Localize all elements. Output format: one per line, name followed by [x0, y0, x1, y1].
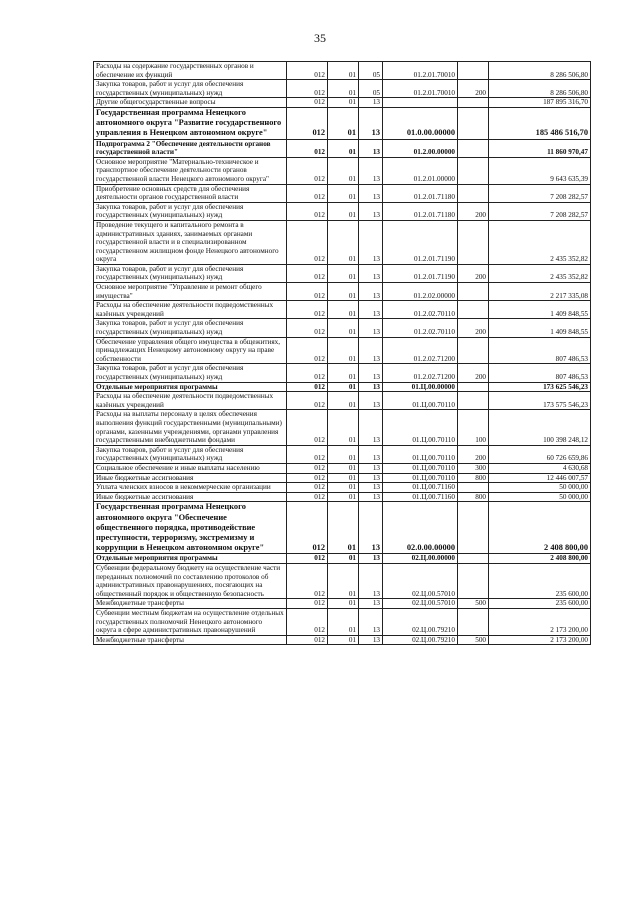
table-row [94, 98, 591, 108]
section-code: 01 [328, 410, 359, 445]
expense-type-code [458, 283, 489, 301]
expense-type-code [458, 608, 489, 635]
subsection-code: 13 [359, 337, 383, 364]
section-code: 01 [328, 563, 359, 598]
subsection-code: 13 [359, 184, 383, 202]
row-name: Закупка товаров, работ и услуг для обеспечения государственных (муниципальных) нужд [94, 264, 287, 282]
amount: 1 409 848,55 [489, 301, 591, 319]
subsection-code: 13 [359, 139, 383, 157]
expense-type-code: 800 [458, 492, 489, 502]
table-row [94, 264, 591, 282]
ministry-code: 012 [287, 220, 328, 264]
table-row [94, 283, 591, 301]
row-name: Закупка товаров, работ и услуг для обеспечения государственных (муниципальных) нужд [94, 80, 287, 98]
table-row [94, 492, 591, 502]
amount: 2 408 800,00 [489, 554, 591, 564]
subsection-code: 05 [359, 62, 383, 80]
row-name: Подпрограмма 2 "Обеспечение деятельности органов государственной власти" [94, 139, 287, 157]
section-code: 01 [328, 202, 359, 220]
ministry-code: 012 [287, 635, 328, 645]
table-row [94, 301, 591, 319]
ministry-code: 012 [287, 301, 328, 319]
expense-type-code: 200 [458, 80, 489, 98]
table-row [94, 364, 591, 382]
subsection-code: 13 [359, 502, 383, 554]
ministry-code: 012 [287, 157, 328, 184]
amount: 8 286 506,80 [489, 80, 591, 98]
expense-type-code: 200 [458, 264, 489, 282]
amount: 2 408 800,00 [489, 502, 591, 554]
subsection-code: 13 [359, 483, 383, 493]
target-article-code: 01.2.01.70010 [383, 80, 458, 98]
table-row [94, 563, 591, 598]
target-article-code: 01.2.02.70110 [383, 319, 458, 337]
ministry-code: 012 [287, 364, 328, 382]
ministry-code: 012 [287, 608, 328, 635]
section-code: 01 [328, 635, 359, 645]
expense-type-code [458, 220, 489, 264]
row-name: Субвенции федеральному бюджету на осуществление части переданных полномочий по составлению протоколов об административных правонарушениях, посягающих на общественный порядок и общественную безопасность [94, 563, 287, 598]
expense-type-code [458, 301, 489, 319]
expense-type-code: 200 [458, 364, 489, 382]
section-code: 01 [328, 157, 359, 184]
row-name: Субвенции местным бюджетам на осуществление отдельных государственных полномочий Ненецкого автономного округа в сфере административных правонарушений [94, 608, 287, 635]
target-article-code: 01.Ц.00.70110 [383, 473, 458, 483]
amount: 7 208 282,57 [489, 202, 591, 220]
row-name: Основное мероприятие "Управление и ремонт общего имущества" [94, 283, 287, 301]
subsection-code: 13 [359, 107, 383, 139]
row-name: Расходы на выплаты персоналу в целях обеспечения выполнения функций государственными (муниципальными) органами, казенными учреждениями, органами управления государственными внебюджетными фондами [94, 410, 287, 445]
target-article-code: 01.Ц.00.00000 [383, 382, 458, 392]
expense-type-code: 200 [458, 319, 489, 337]
subsection-code: 13 [359, 635, 383, 645]
row-name: Закупка товаров, работ и услуг для обеспечения государственных (муниципальных) нужд [94, 202, 287, 220]
ministry-code: 012 [287, 62, 328, 80]
ministry-code: 012 [287, 202, 328, 220]
ministry-code: 012 [287, 337, 328, 364]
amount: 185 486 516,70 [489, 107, 591, 139]
subsection-code: 05 [359, 80, 383, 98]
expense-type-code: 200 [458, 445, 489, 463]
table-row [94, 392, 591, 410]
subsection-code: 13 [359, 608, 383, 635]
row-name: Закупка товаров, работ и услуг для обеспечения государственных (муниципальных) нужд [94, 445, 287, 463]
subsection-code: 13 [359, 220, 383, 264]
table-row [94, 635, 591, 645]
section-code: 01 [328, 80, 359, 98]
table-row [94, 410, 591, 445]
section-code: 01 [328, 483, 359, 493]
table-row [94, 599, 591, 609]
amount: 2 173 200,00 [489, 635, 591, 645]
row-name: Расходы на обеспечение деятельности подведомственных казённых учреждений [94, 392, 287, 410]
table-row [94, 80, 591, 98]
table-row [94, 337, 591, 364]
ministry-code: 012 [287, 80, 328, 98]
expense-type-code [458, 382, 489, 392]
expense-type-code [458, 483, 489, 493]
target-article-code: 02.0.00.00000 [383, 502, 458, 554]
subsection-code: 13 [359, 473, 383, 483]
subsection-code: 13 [359, 364, 383, 382]
amount: 235 600,00 [489, 599, 591, 609]
ministry-code: 012 [287, 382, 328, 392]
amount: 807 486,53 [489, 337, 591, 364]
budget-table [93, 61, 591, 645]
amount: 2 217 335,08 [489, 283, 591, 301]
table-row [94, 157, 591, 184]
ministry-code: 012 [287, 502, 328, 554]
section-code: 01 [328, 608, 359, 635]
subsection-code: 13 [359, 554, 383, 564]
ministry-code: 012 [287, 283, 328, 301]
row-name: Отдельные мероприятия программы [94, 382, 287, 392]
subsection-code: 13 [359, 283, 383, 301]
amount: 2 435 352,82 [489, 264, 591, 282]
target-article-code: 01.2.01.70010 [383, 62, 458, 80]
section-code: 01 [328, 264, 359, 282]
expense-type-code [458, 139, 489, 157]
section-code: 01 [328, 554, 359, 564]
row-name: Уплата членских взносов в некоммерческие организации [94, 483, 287, 493]
target-article-code: 01.Ц.00.70110 [383, 445, 458, 463]
ministry-code: 012 [287, 492, 328, 502]
target-article-code: 01.Ц.00.70110 [383, 392, 458, 410]
target-article-code: 02.Ц.00.57010 [383, 599, 458, 609]
ministry-code: 012 [287, 563, 328, 598]
amount: 100 398 248,12 [489, 410, 591, 445]
table-row [94, 139, 591, 157]
row-name: Государственная программа Ненецкого автономного округа "Развитие государственного управления в Ненецком автономном округе" [94, 107, 287, 139]
expense-type-code: 300 [458, 463, 489, 473]
section-code: 01 [328, 139, 359, 157]
row-name: Приобретение основных средств для обеспечения деятельности органов государственной власти [94, 184, 287, 202]
target-article-code: 01.2.00.00000 [383, 139, 458, 157]
expense-type-code: 500 [458, 635, 489, 645]
target-article-code: 02.Ц.00.79210 [383, 608, 458, 635]
subsection-code: 13 [359, 157, 383, 184]
row-name: Проведение текущего и капитального ремонта в административных зданиях, занимаемых органами государственной власти и в специализированном государственном жилищном фонде Ненецкого автономного округа [94, 220, 287, 264]
amount: 60 726 659,86 [489, 445, 591, 463]
ministry-code: 012 [287, 392, 328, 410]
subsection-code: 13 [359, 264, 383, 282]
amount: 8 286 506,80 [489, 62, 591, 80]
target-article-code: 01.Ц.00.70110 [383, 463, 458, 473]
target-article-code: 01.2.01.71190 [383, 220, 458, 264]
expense-type-code [458, 184, 489, 202]
subsection-code: 13 [359, 301, 383, 319]
expense-type-code [458, 563, 489, 598]
page-number: 35 [314, 31, 326, 45]
target-article-code: 02.Ц.00.57010 [383, 563, 458, 598]
amount: 173 575 546,23 [489, 392, 591, 410]
expense-type-code: 800 [458, 473, 489, 483]
table-row [94, 483, 591, 493]
expense-type-code [458, 157, 489, 184]
ministry-code: 012 [287, 445, 328, 463]
amount: 11 860 970,47 [489, 139, 591, 157]
amount: 50 000,00 [489, 483, 591, 493]
target-article-code: 01.Ц.00.71160 [383, 492, 458, 502]
ministry-code: 012 [287, 184, 328, 202]
section-code: 01 [328, 382, 359, 392]
subsection-code: 13 [359, 319, 383, 337]
row-name: Государственная программа Ненецкого автономного округа "Обеспечение общественного порядка, противодействие преступности, терроризму, экстремизму и коррупции в Ненецком автономном округе" [94, 502, 287, 554]
target-article-code: 01.2.02.71200 [383, 364, 458, 382]
table-row [94, 62, 591, 80]
ministry-code: 012 [287, 463, 328, 473]
ministry-code: 012 [287, 410, 328, 445]
amount: 2 173 200,00 [489, 608, 591, 635]
expense-type-code: 500 [458, 599, 489, 609]
row-name: Расходы на обеспечение деятельности подведомственных казённых учреждений [94, 301, 287, 319]
section-code: 01 [328, 599, 359, 609]
section-code: 01 [328, 283, 359, 301]
subsection-code: 13 [359, 382, 383, 392]
amount: 12 446 007,57 [489, 473, 591, 483]
expense-type-code [458, 98, 489, 108]
section-code: 01 [328, 445, 359, 463]
expense-type-code: 100 [458, 410, 489, 445]
section-code: 01 [328, 184, 359, 202]
table-row [94, 220, 591, 264]
row-name: Расходы на содержание государственных органов и обеспечение их функций [94, 62, 287, 80]
expense-type-code [458, 62, 489, 80]
subsection-code: 13 [359, 392, 383, 410]
table-row [94, 202, 591, 220]
section-code: 01 [328, 473, 359, 483]
amount: 2 435 352,82 [489, 220, 591, 264]
subsection-code: 13 [359, 202, 383, 220]
row-name: Закупка товаров, работ и услуг для обеспечения государственных (муниципальных) нужд [94, 319, 287, 337]
ministry-code: 012 [287, 98, 328, 108]
row-name: Иные бюджетные ассигнования [94, 473, 287, 483]
amount: 235 600,00 [489, 563, 591, 598]
table-row [94, 473, 591, 483]
subsection-code: 13 [359, 410, 383, 445]
amount: 1 409 848,55 [489, 319, 591, 337]
table-row [94, 608, 591, 635]
ministry-code: 012 [287, 554, 328, 564]
row-name: Межбюджетные трансферты [94, 599, 287, 609]
row-name: Другие общегосударственные вопросы [94, 98, 287, 108]
expense-type-code [458, 554, 489, 564]
ministry-code: 012 [287, 139, 328, 157]
table-row [94, 382, 591, 392]
target-article-code: 01.2.02.00000 [383, 283, 458, 301]
section-code: 01 [328, 319, 359, 337]
row-name: Иные бюджетные ассигнования [94, 492, 287, 502]
table-row [94, 319, 591, 337]
amount: 50 000,00 [489, 492, 591, 502]
expense-type-code: 200 [458, 202, 489, 220]
target-article-code: 01.2.01.00000 [383, 157, 458, 184]
section-code: 01 [328, 502, 359, 554]
expense-type-code [458, 502, 489, 554]
subsection-code: 13 [359, 563, 383, 598]
table-row [94, 445, 591, 463]
amount: 807 486,53 [489, 364, 591, 382]
row-name: Отдельные мероприятия программы [94, 554, 287, 564]
expense-type-code [458, 392, 489, 410]
ministry-code: 012 [287, 599, 328, 609]
table-row [94, 184, 591, 202]
budget-table-body [94, 62, 591, 645]
subsection-code: 13 [359, 463, 383, 473]
amount: 187 895 316,70 [489, 98, 591, 108]
section-code: 01 [328, 98, 359, 108]
row-name: Основное мероприятие "Материально-техническое и транспортное обеспечение деятельности органов государственной власти Ненецкого автономного округа" [94, 157, 287, 184]
amount: 4 630,68 [489, 463, 591, 473]
amount: 7 208 282,57 [489, 184, 591, 202]
target-article-code: 01.2.01.71180 [383, 202, 458, 220]
table-row [94, 502, 591, 554]
section-code: 01 [328, 301, 359, 319]
section-code: 01 [328, 463, 359, 473]
target-article-code: 01.Ц.00.71160 [383, 483, 458, 493]
section-code: 01 [328, 220, 359, 264]
target-article-code [383, 98, 458, 108]
amount: 173 625 546,23 [489, 382, 591, 392]
target-article-code: 01.2.02.70110 [383, 301, 458, 319]
section-code: 01 [328, 62, 359, 80]
amount: 9 643 635,39 [489, 157, 591, 184]
subsection-code: 13 [359, 445, 383, 463]
section-code: 01 [328, 107, 359, 139]
expense-type-code [458, 107, 489, 139]
expense-type-code [458, 337, 489, 364]
subsection-code: 13 [359, 98, 383, 108]
subsection-code: 13 [359, 492, 383, 502]
target-article-code: 01.2.02.71200 [383, 337, 458, 364]
table-row [94, 107, 591, 139]
target-article-code: 01.0.00.00000 [383, 107, 458, 139]
table-row [94, 554, 591, 564]
subsection-code: 13 [359, 599, 383, 609]
section-code: 01 [328, 364, 359, 382]
ministry-code: 012 [287, 483, 328, 493]
row-name: Межбюджетные трансферты [94, 635, 287, 645]
ministry-code: 012 [287, 319, 328, 337]
row-name: Обеспечение управления общего имущества в общежитиях, принадлежащих Ненецкому автономному округу на праве собственности [94, 337, 287, 364]
section-code: 01 [328, 392, 359, 410]
ministry-code: 012 [287, 473, 328, 483]
target-article-code: 02.Ц.00.79210 [383, 635, 458, 645]
row-name: Социальное обеспечение и иные выплаты населению [94, 463, 287, 473]
target-article-code: 01.Ц.00.70110 [383, 410, 458, 445]
target-article-code: 02.Ц.00.00000 [383, 554, 458, 564]
ministry-code: 012 [287, 264, 328, 282]
target-article-code: 01.2.01.71190 [383, 264, 458, 282]
section-code: 01 [328, 492, 359, 502]
ministry-code: 012 [287, 107, 328, 139]
target-article-code: 01.2.01.71180 [383, 184, 458, 202]
section-code: 01 [328, 337, 359, 364]
row-name: Закупка товаров, работ и услуг для обеспечения государственных (муниципальных) нужд [94, 364, 287, 382]
table-row [94, 463, 591, 473]
